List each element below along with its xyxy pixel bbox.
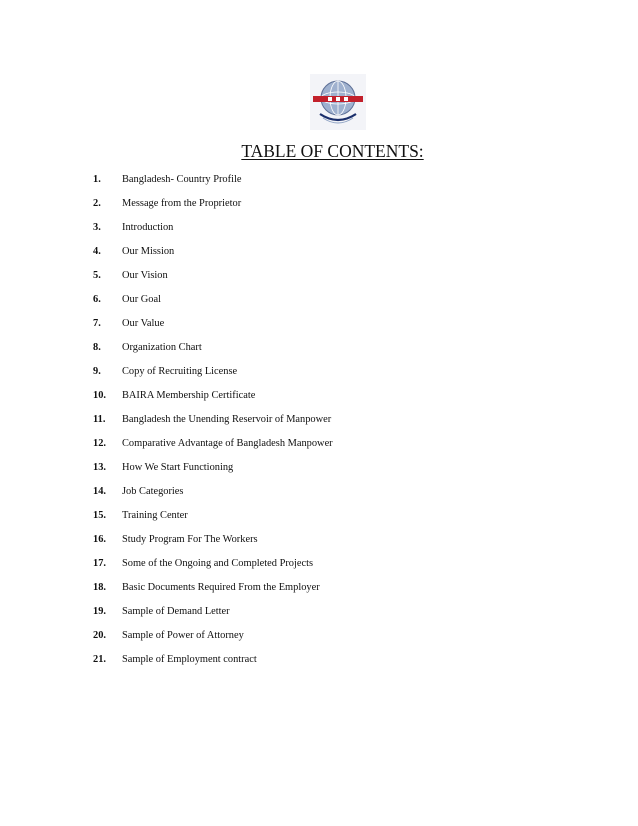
toc-item[interactable] (93, 509, 593, 533)
toc-item-number: 13. (93, 462, 106, 473)
table-of-contents (93, 173, 593, 677)
toc-item-number: 18. (93, 582, 106, 593)
toc-item-label: Bangladesh the Unending Reservoir of Manpower (122, 414, 332, 425)
toc-item-number: 10. (93, 390, 106, 401)
toc-item[interactable] (93, 245, 593, 269)
toc-item-number: 11. (93, 414, 106, 425)
toc-item[interactable] (93, 557, 593, 581)
toc-item[interactable] (93, 461, 593, 485)
toc-item[interactable] (93, 533, 593, 557)
toc-item-number: 20. (93, 630, 106, 641)
toc-item[interactable] (93, 389, 593, 413)
toc-item-label: Our Value (122, 318, 165, 329)
toc-item[interactable] (93, 581, 593, 605)
toc-item[interactable] (93, 269, 593, 293)
toc-item-label: Comparative Advantage of Bangladesh Manpower (122, 438, 333, 449)
toc-item[interactable] (93, 629, 593, 653)
toc-item-number: 8. (93, 342, 101, 353)
toc-item[interactable] (93, 413, 593, 437)
toc-item[interactable] (93, 605, 593, 629)
toc-item-number: 17. (93, 558, 106, 569)
page-title: TABLE OF CONTENTS: (241, 141, 424, 161)
toc-item[interactable] (93, 365, 593, 389)
toc-item[interactable] (93, 173, 593, 197)
toc-item-label: Sample of Employment contract (122, 654, 257, 665)
toc-item-number: 15. (93, 510, 106, 521)
toc-item[interactable] (93, 485, 593, 509)
toc-item-number: 12. (93, 438, 106, 449)
toc-item-label: Our Goal (122, 294, 161, 305)
toc-item-number: 3. (93, 222, 101, 233)
toc-item-label: Job Categories (122, 486, 184, 497)
toc-item-label: Basic Documents Required From the Employer (122, 582, 320, 593)
toc-item[interactable] (93, 437, 593, 461)
toc-item-number: 9. (93, 366, 101, 377)
toc-item-number: 21. (93, 654, 106, 665)
toc-item[interactable] (93, 221, 593, 245)
toc-item-label: Sample of Demand Letter (122, 606, 230, 617)
toc-item-label: BAIRA Membership Certificate (122, 390, 256, 401)
toc-item-label: Copy of Recruiting License (122, 366, 238, 377)
toc-item-number: 2. (93, 198, 101, 209)
toc-item-label: Introduction (122, 222, 174, 233)
toc-item-number: 19. (93, 606, 106, 617)
toc-item-label: Our Mission (122, 246, 175, 257)
toc-item-label: Bangladesh- Country Profile (122, 174, 242, 185)
toc-item-label: Organization Chart (122, 342, 202, 353)
toc-item-label: Message from the Proprietor (122, 198, 242, 209)
toc-item-label: Training Center (122, 510, 188, 521)
toc-item-number: 5. (93, 270, 101, 281)
toc-item-label: How We Start Functioning (122, 462, 234, 473)
toc-item-number: 7. (93, 318, 101, 329)
toc-item-number: 14. (93, 486, 106, 497)
toc-item-label: Sample of Power of Attorney (122, 630, 244, 641)
toc-item-label: Our Vision (122, 270, 168, 281)
globe-logo-icon (310, 74, 366, 130)
toc-item[interactable] (93, 653, 593, 677)
toc-item-label: Some of the Ongoing and Completed Projects (122, 558, 314, 569)
toc-item-number: 6. (93, 294, 101, 305)
toc-item-number: 16. (93, 534, 106, 545)
toc-item[interactable] (93, 341, 593, 365)
company-logo (310, 74, 366, 130)
toc-item-number: 1. (93, 174, 101, 185)
toc-item[interactable] (93, 293, 593, 317)
toc-item[interactable] (93, 197, 593, 221)
toc-item-label: Study Program For The Workers (122, 534, 258, 545)
toc-item[interactable] (93, 317, 593, 341)
toc-item-number: 4. (93, 246, 101, 257)
